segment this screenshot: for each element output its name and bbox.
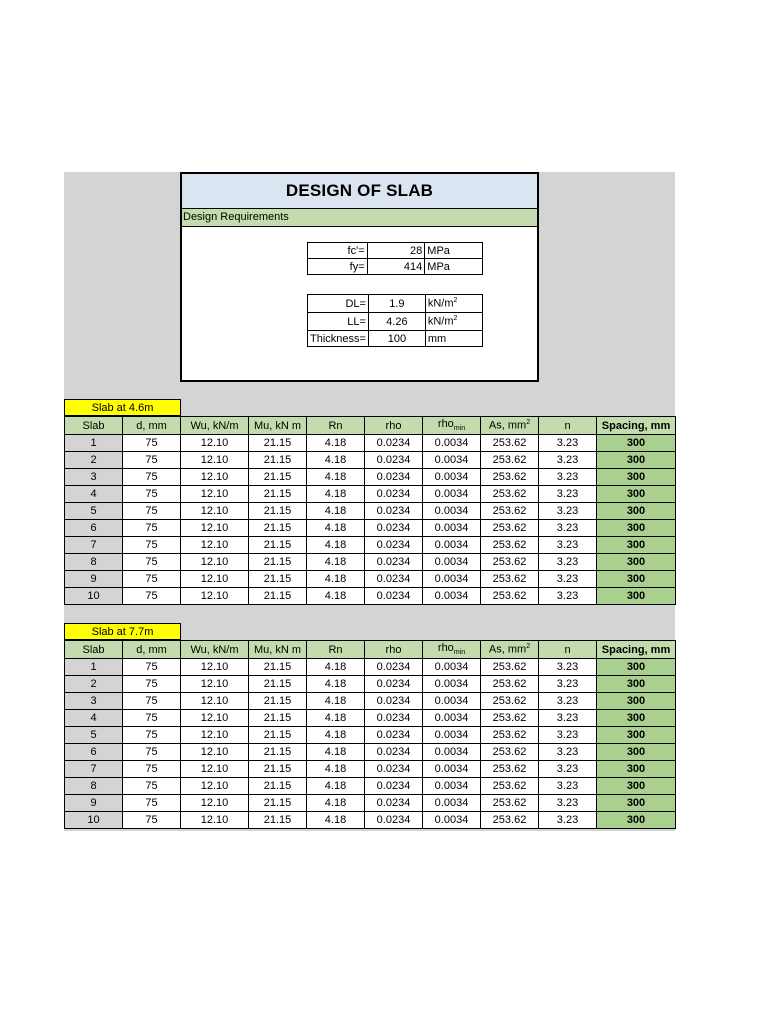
param-label: LL= bbox=[308, 313, 369, 331]
cell-col-spacing[interactable]: 300 bbox=[597, 588, 676, 605]
cell-col-spacing[interactable]: 300 bbox=[597, 469, 676, 486]
cell-col-n[interactable]: 3.23 bbox=[539, 486, 597, 503]
param-label: Thickness= bbox=[308, 331, 369, 347]
header-col-slab: Slab bbox=[65, 641, 123, 659]
cell-col-as[interactable]: 253.62 bbox=[481, 761, 539, 778]
cell-col-rho-min[interactable]: 0.0034 bbox=[423, 537, 481, 554]
cell-col-as[interactable]: 253.62 bbox=[481, 778, 539, 795]
cell-col-rho-min[interactable]: 0.0034 bbox=[423, 486, 481, 503]
cell-col-rho[interactable]: 0.0234 bbox=[365, 710, 423, 727]
header-col-spacing: Spacing, mm bbox=[597, 641, 676, 659]
cell-col-slab[interactable]: 6 bbox=[65, 744, 123, 761]
cell-col-wu[interactable]: 12.10 bbox=[181, 761, 249, 778]
table-row bbox=[65, 503, 676, 520]
cell-col-rho-min[interactable]: 0.0034 bbox=[423, 761, 481, 778]
cell-col-mu[interactable]: 21.15 bbox=[249, 812, 307, 829]
cell-col-rho[interactable]: 0.0234 bbox=[365, 486, 423, 503]
header-col-wu: Wu, kN/m bbox=[181, 641, 249, 659]
table-row bbox=[65, 571, 676, 588]
cell-col-as[interactable]: 253.62 bbox=[481, 727, 539, 744]
header-col-mu: Mu, kN m bbox=[249, 417, 307, 435]
cell-col-mu[interactable]: 21.15 bbox=[249, 435, 307, 452]
table-row bbox=[65, 727, 676, 744]
cell-col-rho-min[interactable]: 0.0034 bbox=[423, 676, 481, 693]
cell-col-rho-min[interactable]: 0.0034 bbox=[423, 744, 481, 761]
cell-col-rho-min[interactable]: 0.0034 bbox=[423, 710, 481, 727]
cell-col-n[interactable]: 3.23 bbox=[539, 676, 597, 693]
cell-col-rn[interactable]: 4.18 bbox=[307, 469, 365, 486]
cell-col-d[interactable]: 75 bbox=[123, 693, 181, 710]
cell-col-rho-min[interactable]: 0.0034 bbox=[423, 727, 481, 744]
load-params-table bbox=[307, 294, 483, 347]
param-label: fy= bbox=[308, 259, 368, 275]
table-row bbox=[65, 659, 676, 676]
cell-col-as[interactable]: 253.62 bbox=[481, 676, 539, 693]
cell-col-mu[interactable]: 21.15 bbox=[249, 659, 307, 676]
cell-col-as[interactable]: 253.62 bbox=[481, 469, 539, 486]
cell-col-rho-min[interactable]: 0.0034 bbox=[423, 659, 481, 676]
cell-col-slab[interactable]: 8 bbox=[65, 778, 123, 795]
cell-col-mu[interactable]: 21.15 bbox=[249, 520, 307, 537]
cell-col-slab[interactable]: 5 bbox=[65, 503, 123, 520]
param-value[interactable]: 28 bbox=[367, 243, 425, 259]
cell-col-rn[interactable]: 4.18 bbox=[307, 778, 365, 795]
cell-col-rho[interactable]: 0.0234 bbox=[365, 676, 423, 693]
cell-col-rho[interactable]: 0.0234 bbox=[365, 452, 423, 469]
cell-col-mu[interactable]: 21.15 bbox=[249, 693, 307, 710]
cell-col-rn[interactable]: 4.18 bbox=[307, 588, 365, 605]
cell-col-spacing[interactable]: 300 bbox=[597, 537, 676, 554]
cell-col-rn[interactable]: 4.18 bbox=[307, 710, 365, 727]
table-row bbox=[65, 693, 676, 710]
cell-col-n[interactable]: 3.23 bbox=[539, 571, 597, 588]
cell-col-slab[interactable]: 10 bbox=[65, 812, 123, 829]
cell-col-rho-min[interactable]: 0.0034 bbox=[423, 795, 481, 812]
cell-col-n[interactable]: 3.23 bbox=[539, 710, 597, 727]
cell-col-d[interactable]: 75 bbox=[123, 537, 181, 554]
cell-col-spacing[interactable]: 300 bbox=[597, 727, 676, 744]
header-col-d: d, mm bbox=[123, 641, 181, 659]
table-row bbox=[65, 795, 676, 812]
header-col-n: n bbox=[539, 417, 597, 435]
cell-col-as[interactable]: 253.62 bbox=[481, 812, 539, 829]
cell-col-spacing[interactable]: 300 bbox=[597, 676, 676, 693]
cell-col-wu[interactable]: 12.10 bbox=[181, 554, 249, 571]
page-title: DESIGN OF SLAB bbox=[182, 174, 537, 209]
cell-col-spacing[interactable]: 300 bbox=[597, 812, 676, 829]
param-unit: $kN/m^2$ bbox=[425, 313, 482, 331]
cell-col-d[interactable]: 75 bbox=[123, 812, 181, 829]
section-label-slab-7-7m: Slab at 7.7m bbox=[64, 623, 181, 640]
table-header-row bbox=[65, 417, 676, 435]
cell-col-mu[interactable]: 21.15 bbox=[249, 710, 307, 727]
cell-col-rn[interactable]: 4.18 bbox=[307, 744, 365, 761]
cell-col-wu[interactable]: 12.10 bbox=[181, 795, 249, 812]
header-col-rn: Rn bbox=[307, 417, 365, 435]
param-label: fc'= bbox=[308, 243, 368, 259]
cell-col-d[interactable]: 75 bbox=[123, 710, 181, 727]
cell-col-wu[interactable]: 12.10 bbox=[181, 503, 249, 520]
header-col-rho: rho bbox=[365, 417, 423, 435]
cell-col-n[interactable]: 3.23 bbox=[539, 693, 597, 710]
cell-col-spacing[interactable]: 300 bbox=[597, 571, 676, 588]
header-col-rho-min: rho$_{min}$ bbox=[423, 641, 481, 659]
cell-col-rn[interactable]: 4.18 bbox=[307, 676, 365, 693]
cell-col-n[interactable]: 3.23 bbox=[539, 812, 597, 829]
cell-col-rn[interactable]: 4.18 bbox=[307, 435, 365, 452]
param-value[interactable]: 100 bbox=[368, 331, 425, 347]
cell-col-mu[interactable]: 21.15 bbox=[249, 778, 307, 795]
cell-col-rho[interactable]: 0.0234 bbox=[365, 537, 423, 554]
cell-col-as[interactable]: 253.62 bbox=[481, 520, 539, 537]
table-row bbox=[65, 520, 676, 537]
cell-col-slab[interactable]: 7 bbox=[65, 537, 123, 554]
cell-col-d[interactable]: 75 bbox=[123, 778, 181, 795]
cell-col-slab[interactable]: 6 bbox=[65, 520, 123, 537]
cell-col-wu[interactable]: 12.10 bbox=[181, 659, 249, 676]
cell-col-rho-min[interactable]: 0.0034 bbox=[423, 452, 481, 469]
param-unit: $kN/m^2$ bbox=[425, 295, 482, 313]
cell-col-rho-min[interactable]: 0.0034 bbox=[423, 469, 481, 486]
cell-col-spacing[interactable]: 300 bbox=[597, 554, 676, 571]
cell-col-rho-min[interactable]: 0.0034 bbox=[423, 435, 481, 452]
cell-col-slab[interactable]: 1 bbox=[65, 435, 123, 452]
cell-col-spacing[interactable]: 300 bbox=[597, 761, 676, 778]
cell-col-slab[interactable]: 5 bbox=[65, 727, 123, 744]
cell-col-d[interactable]: 75 bbox=[123, 761, 181, 778]
cell-col-wu[interactable]: 12.10 bbox=[181, 486, 249, 503]
cell-col-slab[interactable]: 4 bbox=[65, 486, 123, 503]
header-col-d: d, mm bbox=[123, 417, 181, 435]
cell-col-mu[interactable]: 21.15 bbox=[249, 554, 307, 571]
header-col-rn: Rn bbox=[307, 641, 365, 659]
header-col-n: n bbox=[539, 641, 597, 659]
cell-col-rho[interactable]: 0.0234 bbox=[365, 744, 423, 761]
cell-col-rho-min[interactable]: 0.0034 bbox=[423, 812, 481, 829]
cell-col-mu[interactable]: 21.15 bbox=[249, 571, 307, 588]
cell-col-slab[interactable]: 9 bbox=[65, 571, 123, 588]
cell-col-as[interactable]: 253.62 bbox=[481, 503, 539, 520]
cell-col-slab[interactable]: 2 bbox=[65, 676, 123, 693]
table-row bbox=[65, 588, 676, 605]
cell-col-d[interactable]: 75 bbox=[123, 588, 181, 605]
cell-col-wu[interactable]: 12.10 bbox=[181, 520, 249, 537]
cell-col-n[interactable]: 3.23 bbox=[539, 503, 597, 520]
cell-col-spacing[interactable]: 300 bbox=[597, 452, 676, 469]
cell-col-d[interactable]: 75 bbox=[123, 469, 181, 486]
cell-col-wu[interactable]: 12.10 bbox=[181, 588, 249, 605]
slab-table-7-7m bbox=[64, 640, 676, 829]
cell-col-rho[interactable]: 0.0234 bbox=[365, 761, 423, 778]
cell-col-as[interactable]: 253.62 bbox=[481, 486, 539, 503]
cell-col-wu[interactable]: 12.10 bbox=[181, 812, 249, 829]
cell-col-slab[interactable]: 7 bbox=[65, 761, 123, 778]
cell-col-n[interactable]: 3.23 bbox=[539, 469, 597, 486]
cell-col-rn[interactable]: 4.18 bbox=[307, 761, 365, 778]
header-col-slab: Slab bbox=[65, 417, 123, 435]
cell-col-spacing[interactable]: 300 bbox=[597, 435, 676, 452]
param-value[interactable]: 4.26 bbox=[368, 313, 425, 331]
cell-col-rn[interactable]: 4.18 bbox=[307, 693, 365, 710]
cell-col-rn[interactable]: 4.18 bbox=[307, 537, 365, 554]
cell-col-rho-min[interactable]: 0.0034 bbox=[423, 554, 481, 571]
cell-col-rho[interactable]: 0.0234 bbox=[365, 520, 423, 537]
cell-col-as[interactable]: 253.62 bbox=[481, 452, 539, 469]
param-row-fc bbox=[308, 243, 483, 259]
cell-col-n[interactable]: 3.23 bbox=[539, 744, 597, 761]
cell-col-wu[interactable]: 12.10 bbox=[181, 693, 249, 710]
param-value[interactable]: 414 bbox=[367, 259, 425, 275]
cell-col-d[interactable]: 75 bbox=[123, 727, 181, 744]
param-unit: MPa bbox=[425, 243, 483, 259]
header-col-spacing: Spacing, mm bbox=[597, 417, 676, 435]
cell-col-d[interactable]: 75 bbox=[123, 554, 181, 571]
cell-col-as[interactable]: 253.62 bbox=[481, 537, 539, 554]
cell-col-n[interactable]: 3.23 bbox=[539, 520, 597, 537]
cell-col-d[interactable]: 75 bbox=[123, 571, 181, 588]
cell-col-slab[interactable]: 9 bbox=[65, 795, 123, 812]
cell-col-spacing[interactable]: 300 bbox=[597, 795, 676, 812]
cell-col-mu[interactable]: 21.15 bbox=[249, 795, 307, 812]
cell-col-as[interactable]: 253.62 bbox=[481, 435, 539, 452]
table-row bbox=[65, 744, 676, 761]
cell-col-rn[interactable]: 4.18 bbox=[307, 795, 365, 812]
cell-col-rho[interactable]: 0.0234 bbox=[365, 503, 423, 520]
cell-col-rn[interactable]: 4.18 bbox=[307, 452, 365, 469]
cell-col-wu[interactable]: 12.10 bbox=[181, 727, 249, 744]
cell-col-d[interactable]: 75 bbox=[123, 520, 181, 537]
header-col-rho: rho bbox=[365, 641, 423, 659]
header-col-wu: Wu, kN/m bbox=[181, 417, 249, 435]
cell-col-spacing[interactable]: 300 bbox=[597, 710, 676, 727]
cell-col-spacing[interactable]: 300 bbox=[597, 659, 676, 676]
cell-col-rn[interactable]: 4.18 bbox=[307, 812, 365, 829]
table-row bbox=[65, 554, 676, 571]
cell-col-rn[interactable]: 4.18 bbox=[307, 659, 365, 676]
cell-col-wu[interactable]: 12.10 bbox=[181, 710, 249, 727]
cell-col-n[interactable]: 3.23 bbox=[539, 727, 597, 744]
cell-col-n[interactable]: 3.23 bbox=[539, 778, 597, 795]
param-row-dl bbox=[308, 295, 483, 313]
cell-col-as[interactable]: 253.62 bbox=[481, 659, 539, 676]
cell-col-spacing[interactable]: 300 bbox=[597, 486, 676, 503]
cell-col-spacing[interactable]: 300 bbox=[597, 693, 676, 710]
cell-col-as[interactable]: 253.62 bbox=[481, 554, 539, 571]
cell-col-rho[interactable]: 0.0234 bbox=[365, 659, 423, 676]
param-row-fy bbox=[308, 259, 483, 275]
table-row bbox=[65, 469, 676, 486]
cell-col-mu[interactable]: 21.15 bbox=[249, 744, 307, 761]
cell-col-as[interactable]: 253.62 bbox=[481, 795, 539, 812]
cell-col-as[interactable]: 253.62 bbox=[481, 571, 539, 588]
cell-col-rho[interactable]: 0.0234 bbox=[365, 554, 423, 571]
cell-col-d[interactable]: 75 bbox=[123, 435, 181, 452]
cell-col-n[interactable]: 3.23 bbox=[539, 554, 597, 571]
cell-col-wu[interactable]: 12.10 bbox=[181, 537, 249, 554]
cell-col-d[interactable]: 75 bbox=[123, 659, 181, 676]
cell-col-rho-min[interactable]: 0.0034 bbox=[423, 571, 481, 588]
cell-col-n[interactable]: 3.23 bbox=[539, 537, 597, 554]
cell-col-n[interactable]: 3.23 bbox=[539, 588, 597, 605]
cell-col-d[interactable]: 75 bbox=[123, 452, 181, 469]
cell-col-wu[interactable]: 12.10 bbox=[181, 744, 249, 761]
cell-col-wu[interactable]: 12.10 bbox=[181, 571, 249, 588]
cell-col-mu[interactable]: 21.15 bbox=[249, 761, 307, 778]
cell-col-as[interactable]: 253.62 bbox=[481, 710, 539, 727]
cell-col-rho-min[interactable]: 0.0034 bbox=[423, 503, 481, 520]
design-header-box bbox=[180, 172, 539, 382]
cell-col-rho[interactable]: 0.0234 bbox=[365, 727, 423, 744]
cell-col-mu[interactable]: 21.15 bbox=[249, 452, 307, 469]
cell-col-mu[interactable]: 21.15 bbox=[249, 727, 307, 744]
cell-col-slab[interactable]: 2 bbox=[65, 452, 123, 469]
cell-col-as[interactable]: 253.62 bbox=[481, 744, 539, 761]
cell-col-spacing[interactable]: 300 bbox=[597, 503, 676, 520]
table-row bbox=[65, 761, 676, 778]
param-unit: mm bbox=[425, 331, 482, 347]
cell-col-d[interactable]: 75 bbox=[123, 503, 181, 520]
param-row-ll bbox=[308, 313, 483, 331]
header-col-as: As, $mm^2$ bbox=[481, 641, 539, 659]
cell-col-mu[interactable]: 21.15 bbox=[249, 588, 307, 605]
table-row bbox=[65, 812, 676, 829]
cell-col-d[interactable]: 75 bbox=[123, 744, 181, 761]
cell-col-rn[interactable]: 4.18 bbox=[307, 486, 365, 503]
cell-col-n[interactable]: 3.23 bbox=[539, 452, 597, 469]
cell-col-wu[interactable]: 12.10 bbox=[181, 469, 249, 486]
cell-col-wu[interactable]: 12.10 bbox=[181, 452, 249, 469]
cell-col-rn[interactable]: 4.18 bbox=[307, 503, 365, 520]
cell-col-rho[interactable]: 0.0234 bbox=[365, 778, 423, 795]
cell-col-mu[interactable]: 21.15 bbox=[249, 676, 307, 693]
cell-col-as[interactable]: 253.62 bbox=[481, 588, 539, 605]
header-col-mu: Mu, kN m bbox=[249, 641, 307, 659]
cell-col-d[interactable]: 75 bbox=[123, 486, 181, 503]
cell-col-rho[interactable]: 0.0234 bbox=[365, 795, 423, 812]
cell-col-rho[interactable]: 0.0234 bbox=[365, 469, 423, 486]
cell-col-rn[interactable]: 4.18 bbox=[307, 571, 365, 588]
table-row bbox=[65, 435, 676, 452]
cell-col-rn[interactable]: 4.18 bbox=[307, 554, 365, 571]
cell-col-wu[interactable]: 12.10 bbox=[181, 435, 249, 452]
header-col-as: As, $mm^2$ bbox=[481, 417, 539, 435]
cell-col-rho-min[interactable]: 0.0034 bbox=[423, 588, 481, 605]
cell-col-mu[interactable]: 21.15 bbox=[249, 503, 307, 520]
material-params-table bbox=[307, 242, 483, 275]
table-row bbox=[65, 452, 676, 469]
table-row bbox=[65, 486, 676, 503]
cell-col-rho[interactable]: 0.0234 bbox=[365, 812, 423, 829]
slab-table-4-6m bbox=[64, 416, 676, 605]
cell-col-n[interactable]: 3.23 bbox=[539, 795, 597, 812]
cell-col-slab[interactable]: 3 bbox=[65, 469, 123, 486]
design-requirements-label: Design Requirements bbox=[182, 209, 537, 227]
table-row bbox=[65, 676, 676, 693]
cell-col-slab[interactable]: 1 bbox=[65, 659, 123, 676]
table-header-row bbox=[65, 641, 676, 659]
cell-col-rho-min[interactable]: 0.0034 bbox=[423, 693, 481, 710]
cell-col-rho-min[interactable]: 0.0034 bbox=[423, 778, 481, 795]
cell-col-rn[interactable]: 4.18 bbox=[307, 520, 365, 537]
cell-col-mu[interactable]: 21.15 bbox=[249, 537, 307, 554]
cell-col-spacing[interactable]: 300 bbox=[597, 520, 676, 537]
cell-col-rho[interactable]: 0.0234 bbox=[365, 693, 423, 710]
cell-col-slab[interactable]: 3 bbox=[65, 693, 123, 710]
param-value[interactable]: 1.9 bbox=[368, 295, 425, 313]
cell-col-rho[interactable]: 0.0234 bbox=[365, 435, 423, 452]
cell-col-rn[interactable]: 4.18 bbox=[307, 727, 365, 744]
cell-col-slab[interactable]: 8 bbox=[65, 554, 123, 571]
cell-col-n[interactable]: 3.23 bbox=[539, 659, 597, 676]
param-row-thickness bbox=[308, 331, 483, 347]
cell-col-slab[interactable]: 10 bbox=[65, 588, 123, 605]
param-label: DL= bbox=[308, 295, 369, 313]
cell-col-spacing[interactable]: 300 bbox=[597, 744, 676, 761]
section-label-slab-4-6m: Slab at 4.6m bbox=[64, 399, 181, 416]
cell-col-n[interactable]: 3.23 bbox=[539, 761, 597, 778]
cell-col-mu[interactable]: 21.15 bbox=[249, 469, 307, 486]
cell-col-d[interactable]: 75 bbox=[123, 676, 181, 693]
param-unit: MPa bbox=[425, 259, 483, 275]
cell-col-rho[interactable]: 0.0234 bbox=[365, 571, 423, 588]
cell-col-spacing[interactable]: 300 bbox=[597, 778, 676, 795]
cell-col-rho[interactable]: 0.0234 bbox=[365, 588, 423, 605]
table-row bbox=[65, 710, 676, 727]
cell-col-rho-min[interactable]: 0.0034 bbox=[423, 520, 481, 537]
table-row bbox=[65, 778, 676, 795]
cell-col-wu[interactable]: 12.10 bbox=[181, 676, 249, 693]
cell-col-d[interactable]: 75 bbox=[123, 795, 181, 812]
cell-col-wu[interactable]: 12.10 bbox=[181, 778, 249, 795]
cell-col-as[interactable]: 253.62 bbox=[481, 693, 539, 710]
cell-col-n[interactable]: 3.23 bbox=[539, 435, 597, 452]
table-row bbox=[65, 537, 676, 554]
cell-col-slab[interactable]: 4 bbox=[65, 710, 123, 727]
header-col-rho-min: rho$_{min}$ bbox=[423, 417, 481, 435]
cell-col-mu[interactable]: 21.15 bbox=[249, 486, 307, 503]
